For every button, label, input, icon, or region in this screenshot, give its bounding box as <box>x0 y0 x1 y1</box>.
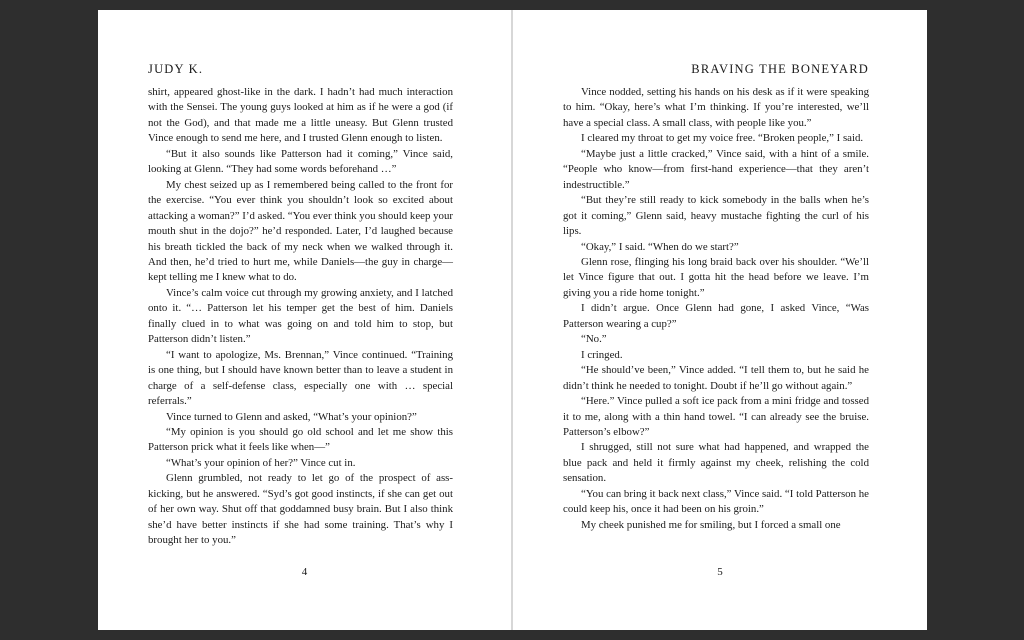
paragraph: “Here.” Vince pulled a soft ice pack from a mini fridge and tossed it to me, along with a thin hand towel. “I can already see the bruise. Patterson’s elbow?” <box>563 395 869 438</box>
paragraph: I didn’t argue. Once Glenn had gone, I asked Vince, “Was Patterson wearing a cup?” <box>563 302 869 330</box>
paragraph: “But they’re still ready to kick somebody in the balls when he’s got it coming,” Glenn said, heavy mustache fighting the curl of his lips. <box>563 194 869 238</box>
paragraph: Glenn rose, flinging his long braid back over his shoulder. “We’ll let Vince figure that out. I gotta hit the head before we leave. I’m giving you a ride home tonight.” <box>563 255 869 299</box>
paragraph: I cleared my throat to get my voice free. “Broken people,” I said. <box>581 132 864 145</box>
left-page <box>98 10 511 630</box>
paragraph: My chest seized up as I remembered being called to the front for the exercise. “You ever think you shouldn’t look so excited about attacking a woman?” I’d asked. “You ever think you should keep your mouth shut in the dojo?” he’d responded. Later, I’d laughed because his breath tickled the back of my neck when we walked through it. And then, he’d tried to hurt me, while Daniels—the guy in charge—kept telling me I knew what to do. <box>148 178 453 284</box>
right-page <box>513 10 927 630</box>
paragraph: “My opinion is you should go old school and let me show this Patterson prick what it feels like when—” <box>148 425 453 454</box>
paragraph: “No.” <box>581 333 607 346</box>
paragraph: Glenn grumbled, not ready to let go of the prospect of ass-kicking, but he answered. “Syd’s got good instincts, if she can get out of her own way. Shut off that goddamned busy brain. But I also think she’d have better instincts if she had some training. That’s why I brought her to you.” <box>148 472 453 547</box>
paragraph: My cheek punished me for smiling, but I forced a small one <box>581 518 841 531</box>
page-number: 4 <box>301 566 308 578</box>
paragraph: Vince nodded, setting his hands on his desk as if it were speaking to him. “Okay, here’s what I’m thinking. If you’re interested, we’ll have a special class. A small class, with people like you.” <box>563 86 869 129</box>
paragraph: “Okay,” I said. “When do we start?” <box>581 240 739 253</box>
paragraph: “You can bring it back next class,” Vince said. “I told Patterson he could keep his, once it had been on his groin.” <box>563 487 869 516</box>
paragraph: “But it also sounds like Patterson had it coming,” Vince said, looking at Glenn. “They had some words beforehand …” <box>148 147 453 176</box>
paragraph: “I want to apologize, Ms. Brennan,” Vince continued. “Training is one thing, but I should have known better than to leave a student in charge of a self-defense class, especially one with … special referrals.” <box>148 348 453 408</box>
paragraph: “He should’ve been,” Vince added. “I tell them to, but he said he didn’t think he needed to tonight. Doubt if he’ll go without again.” <box>563 364 869 392</box>
paragraph: Vince turned to Glenn and asked, “What’s your opinion?” <box>166 410 417 423</box>
right-page-body <box>563 85 869 533</box>
paragraph: “What’s your opinion of her?” Vince cut in. <box>166 456 356 469</box>
paragraph: I shrugged, still not sure what had happened, and wrapped the blue pack and held it firmly against my cheek, relishing the cold sensation. <box>563 441 869 485</box>
running-head-author: JUDY K. <box>148 62 204 76</box>
paragraph: “Maybe just a little cracked,” Vince said, with a hint of a smile. “People who know—from first-hand experience—that they aren’t indestructible.” <box>563 147 869 191</box>
left-page-body <box>148 85 453 549</box>
paragraph: I cringed. <box>581 348 623 361</box>
paragraph: Vince’s calm voice cut through my growing anxiety, and I latched onto it. “… Patterson let his temper get the best of him. Daniels finally clued in to what was going on and told him to stop, but Patterson didn’t listen.” <box>148 286 453 346</box>
page-number: 5 <box>717 566 723 578</box>
paragraph: shirt, appeared ghost-like in the dark. I hadn’t had much interaction with the Sensei. The young guys looked at him as if he were a god (if not the God), and that made me a little uneasy. But Glenn trusted Vince enough to send me here, and I trusted Glenn enough to listen. <box>148 86 453 145</box>
running-head-title: BRAVING THE BONEYARD <box>691 62 869 76</box>
